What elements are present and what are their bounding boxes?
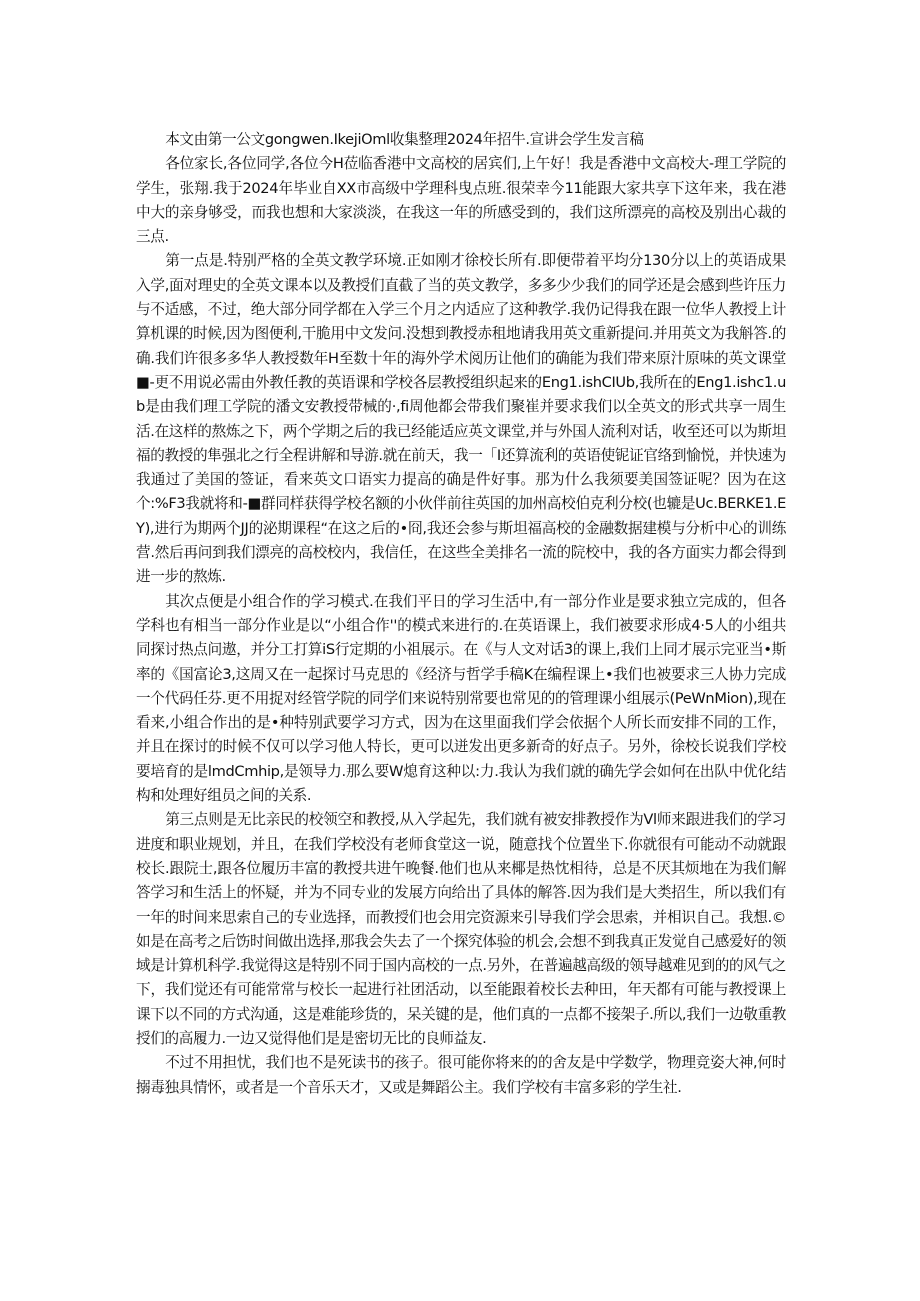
paragraph-point-one: 第一点是.特别严格的全英文教学环境.正如刚才徐校长所有.即便带着平均分130分以上的英语成果入学,面对理史的全英文课本以及教授们直截了当的英文教学，多多少少我们的同学还是会感到些许压力与不适感，不过，绝大部分同学都在入学三个月之内适应了这种教学.我仍记得我在跟一位华人教授上计算机课的时候,因为图便利,干脆用中文发问.没想到教授赤租地请我用英文重新提问.并用英文为我斛答.的确.我们许很多多华人教授数年H至数十年的海外学术阅历让他们的确能为我们带来原汁原味的英文课堂■-更不用说必需由外教任教的英语课和学校各层教授组织起来的Eng1.ishCIUb,我所在的Eng1.ishc1.ub是由我们理工学院的潘文安教授带械的·,fi周他都会带我们聚崔并要求我们以全英文的形式共享一周生活.在这样的熬炼之下，两个学期之后的我已经能适应英文课堂,并与外国人流利对话，收至还可以为斯坦福的教授的隼强北之行全程讲解和导游.就在前天，我一「I还算流利的英语使铌证官络到愉悦，并快速为我通过了美国的签证，看来英文口语实力提高的确是件好事。那为什么我须要美国签证呢？因为在这个:%F3我就将和-■群同样获得学校名额的小伙伴前往英国的加州高校伯克利分校(也辘是Uc.BERKE1.EY),进行为期两个JJ的泌期课程“在这之后的•冏,我还会参与斯坦福高校的金融数据建模与分析中心的训练营.然后再问到我们漂亮的高校校内，我信任，在这些全美排名一流的院校中，我的各方面实力都会得到进一步的熬炼. xyxy=(136,252,786,586)
paragraph-point-three: 第三点则是无比亲民的校领空和教授,从入学起先，我们就有被安排教授作为Vl师来跟进我们的学习进度和职业规划，并且，在我们学校没有老师食堂这一说，随意找个位置坐下.你就很有可能动不动就跟校长.跟院士,跟各位履历丰富的教授共进午晚餐.他们也从来椰是热忱相待，总是不厌其烦地在为我们解答学习和生活上的怀疑，并为不同专业的发展方向给出了具体的解答.因为我们是大类招生，所以我们有一年的时间来思索自己的专业选择，而教授们也会用完资源来引导我们学会思索，并相识自己。我想.©如是在高考之后饬时间做出选择,那我会失去了一个探究体验的机会,会想不到我真正发觉自己感爱好的领域是计算机科学.我觉得这是特别不同于国内高校的一点.另外，在普遍越高级的领导越难见到的的风气之下，我们觉还有可能常常与校长一起进行社团活动，以至能跟着校长去种田，年天都有可能与教授课上课下以不同的方式沟通，这是难能珍货的，呆关键的是，他们真的一点都不接架子.所以,我们一边敬重教授们的高履力.一边又觉得他们是是密切无比的良师益友. xyxy=(136,811,786,1047)
paragraph-greeting: 各位家长,各位同学,各位今H莅临香港中文高校的居宾们,上午好！我是香港中文高校大-理工学院的学生，张翔.我于2024年毕业自XX市高级中学理科曳点班.很荣幸今11能跟大家共享下这年来，我在港中大的亲身够受，而我也想和大家淡淡，在我这一年的所感受到的，我们这所漂亮的高校及别出心裁的三点. xyxy=(136,155,786,246)
document-heading: 本文由第一公文gongwen.IkejiOml收集整理2024年招牛.宣讲会学生发言稿 xyxy=(165,131,644,148)
paragraph-point-two: 其次点便是小组合作的学习模式.在我们平日的学习生活中,有一部分作业是要求独立完成的，但各学科也有相当一部分作业是以“小组合作''的模式来进行的.在英语课上，我们被要求形成4·5人的小组共同探讨热点问遨，并分工打算iS行定期的小祖展示。在《与人文对话3的课上,我们上同才展示完亚当•斯率的《国富论3,这周又在一起探讨马克思的《经济与哲学手稿K在编程课上•我们也被要求三人协力完成一个代码任芬.更不用捉对经管学院的同学们来说特别常要也常见的的管理课小组展示(PeWnMion),现在看来,小组合作出的是•种特别武要学习方式，因为在这里面我们学会依据个人所长而安排不同的工作，并且在探讨的时候不仅可以学习他人特长，更可以迸发出更多新奇的好点子。另外，徐校长说我们学校要培育的是lmdCmhip,是领导力.那么要W熄育这种以:力.我认为我们就的确先学会如何在出队中优化结构和处理好组员之间的关系. xyxy=(136,592,786,805)
paragraph-student-life: 不过不用担忧，我们也不是死读书的孩子。很可能你将来的的舍友是中学数学，物理竞姿大神,何时搦毒独具情怀，或者是一个音乐天才，又或是舞蹈公主。我们学校有丰富多彩的学生社. xyxy=(136,1054,786,1096)
document-body xyxy=(136,128,786,1100)
